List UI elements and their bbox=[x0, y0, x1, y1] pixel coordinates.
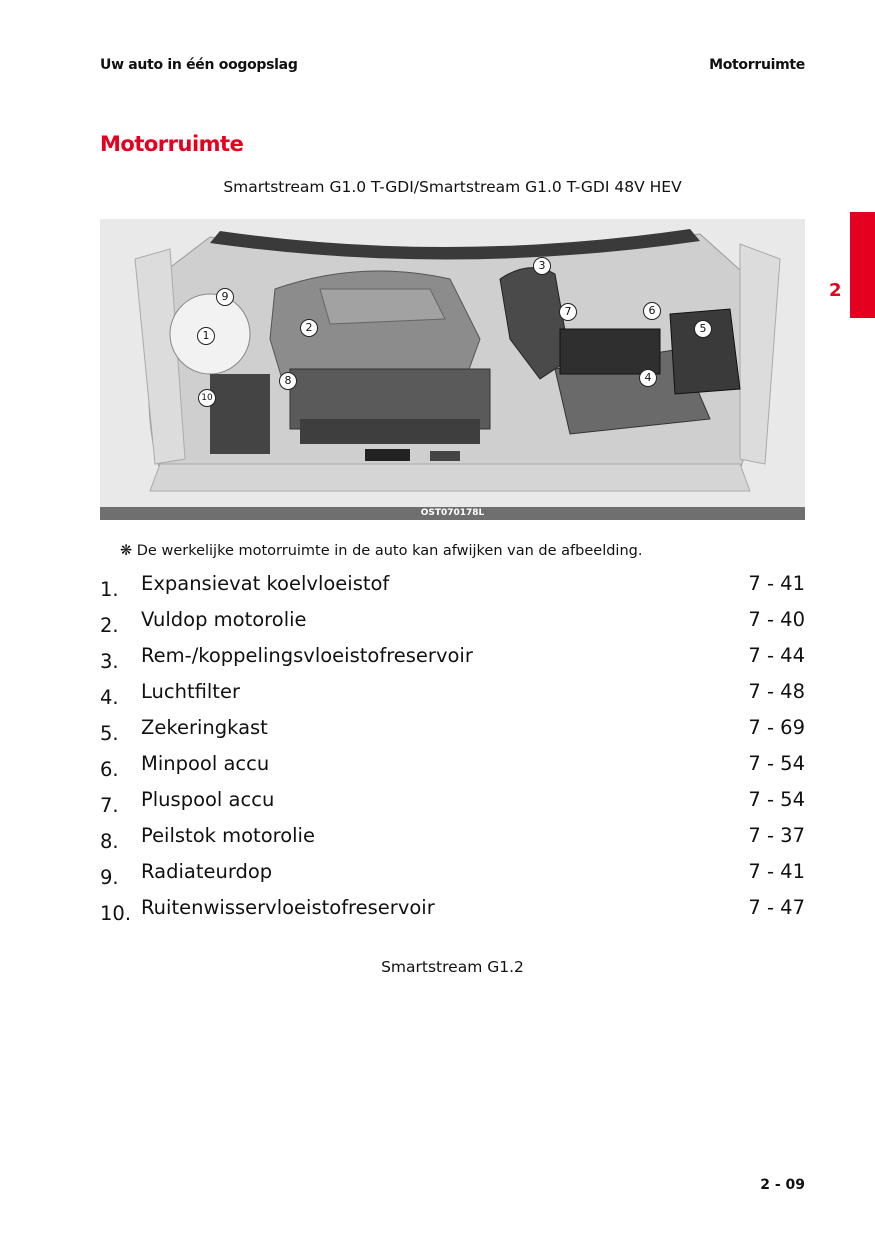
callout-7: 7 bbox=[559, 303, 577, 321]
chapter-tab-number: 2 bbox=[829, 280, 842, 301]
callout-5: 5 bbox=[694, 320, 712, 338]
figure-subtitle: Smartstream G1.0 T-GDI/Smartstream G1.0 T-GDI 48V HEV bbox=[223, 178, 682, 196]
callout-6: 6 bbox=[643, 302, 661, 320]
component-list bbox=[100, 566, 805, 926]
chapter-tab bbox=[850, 212, 875, 318]
list-item: 7. Pluspool accu 7 - 54 bbox=[100, 788, 805, 817]
callout-9: 9 bbox=[216, 288, 234, 306]
list-item: 3. Rem-/koppelingsvloeistofreservoir 7 - 44 bbox=[100, 644, 805, 673]
list-item: 9. Radiateurdop 7 - 41 bbox=[100, 860, 805, 889]
callout-4: 4 bbox=[639, 369, 657, 387]
list-item: 1. Expansievat koelvloeistof 7 - 41 bbox=[100, 572, 805, 601]
list-item: 8. Peilstok motorolie 7 - 37 bbox=[100, 824, 805, 853]
page-number: 2 - 09 bbox=[760, 1177, 805, 1193]
figure-code: OST070178L bbox=[420, 508, 485, 518]
callout-10: 10 bbox=[198, 389, 216, 407]
engine-bay-figure bbox=[100, 219, 805, 520]
list-item: 5. Zekeringkast 7 - 69 bbox=[100, 716, 805, 745]
callout-8: 8 bbox=[279, 372, 297, 390]
callout-3: 3 bbox=[533, 257, 551, 275]
section-title: Motorruimte bbox=[100, 132, 244, 156]
list-item: 10. Ruitenwisservloeistofreservoir 7 - 47 bbox=[100, 896, 805, 925]
list-item: 6. Minpool accu 7 - 54 bbox=[100, 752, 805, 781]
running-header-left: Uw auto in één oogopslag bbox=[100, 57, 298, 73]
running-header-right: Motorruimte bbox=[709, 57, 805, 73]
list-item: 4. Luchtfilter 7 - 48 bbox=[100, 680, 805, 709]
callout-2: 2 bbox=[300, 319, 318, 337]
list-item: 2. Vuldop motorolie 7 - 40 bbox=[100, 608, 805, 637]
engine-bay-illustration bbox=[100, 219, 805, 507]
figure-note: ❋ De werkelijke motorruimte in de auto kan afwijken van de afbeelding. bbox=[120, 543, 643, 559]
second-figure-subtitle: Smartstream G1.2 bbox=[381, 958, 524, 976]
callout-1: 1 bbox=[197, 327, 215, 345]
